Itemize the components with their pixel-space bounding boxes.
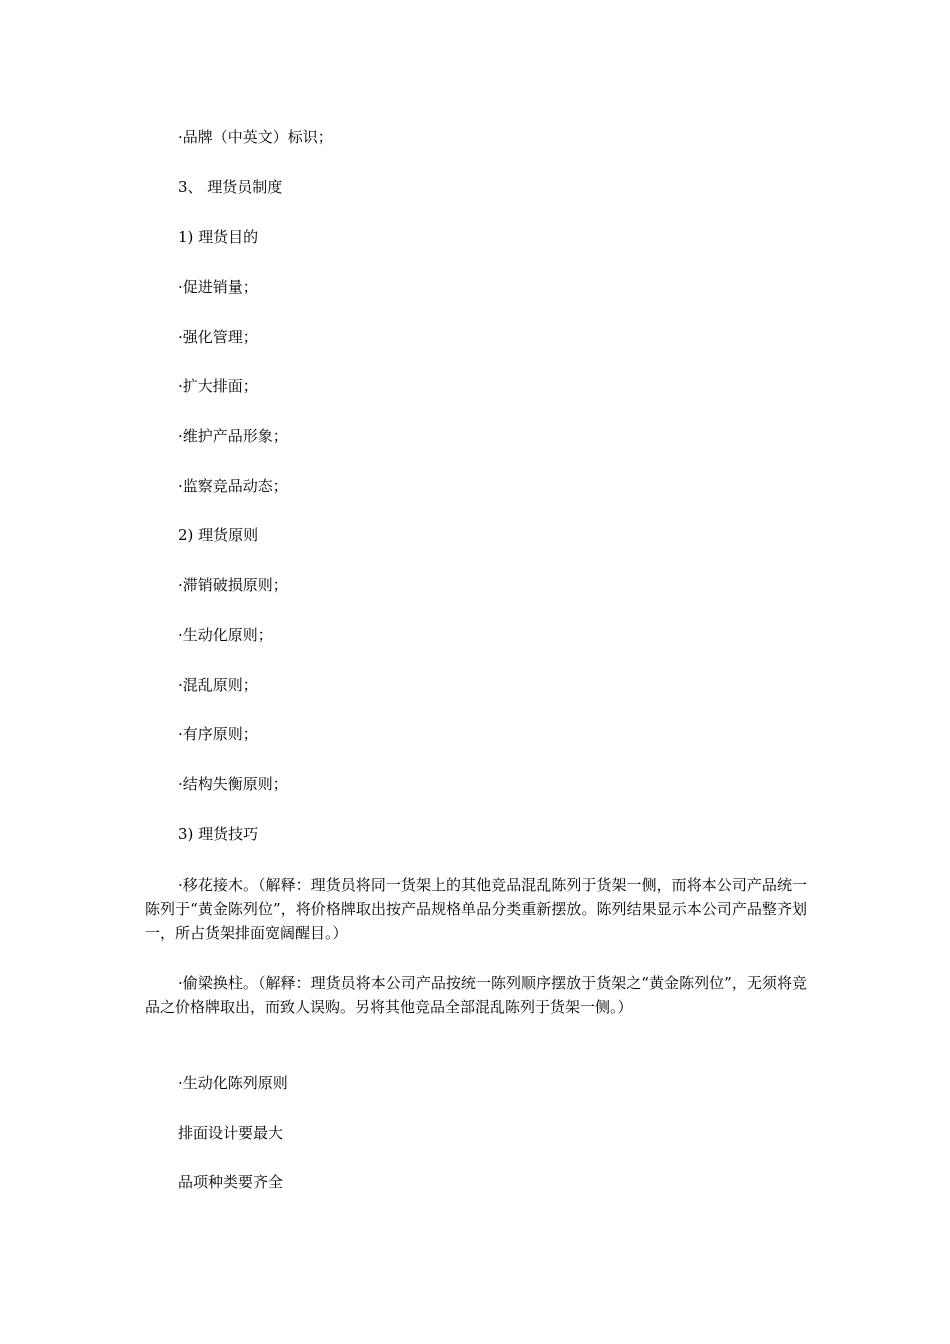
paragraph-technique-1: ·移花接木。（解释：理货员将同一货架上的其他竞品混乱陈列于货架一侧，而将本公司产品统一陈列于“黄金陈列位”，将价格牌取出按产品规格单品分类重新摆放。陈列结果显示本公司产品整齐划一，所占货架排面宽阔醒目。）: [145, 876, 807, 942]
list-item: ·生动化原则；: [178, 626, 273, 644]
list-item: ·监察竞品动态；: [178, 477, 288, 495]
list-item: ·混乱原则；: [178, 676, 258, 694]
subheading-2: 2) 理货原则: [178, 526, 259, 544]
section-heading-3: 3、 理货员制度: [178, 178, 283, 196]
list-item: ·强化管理；: [178, 328, 258, 346]
paragraph-technique-2: ·偷梁换柱。（解释：理货员将本公司产品按统一陈列顺序摆放于货架之“黄金陈列位”，无须将竞品之价格牌取出，而致人误购。另将其他竞品全部混乱陈列于货架一侧。）: [145, 974, 807, 1016]
list-item: ·维护产品形象；: [178, 427, 288, 445]
list-item: ·有序原则；: [178, 725, 258, 743]
list-item: ·生动化陈列原则: [178, 1074, 288, 1092]
body-line: 品项种类要齐全: [178, 1173, 284, 1191]
body-line: 排面设计要最大: [178, 1124, 284, 1142]
subheading-1: 1) 理货目的: [178, 228, 259, 246]
bullet-brand-logo: ·品牌（中英文）标识；: [178, 128, 333, 146]
list-item: ·扩大排面；: [178, 377, 258, 395]
list-item: ·滞销破损原则；: [178, 576, 288, 594]
subheading-3: 3) 理货技巧: [178, 825, 259, 843]
list-item: ·促进销量；: [178, 278, 258, 296]
list-item: ·结构失衡原则；: [178, 775, 288, 793]
